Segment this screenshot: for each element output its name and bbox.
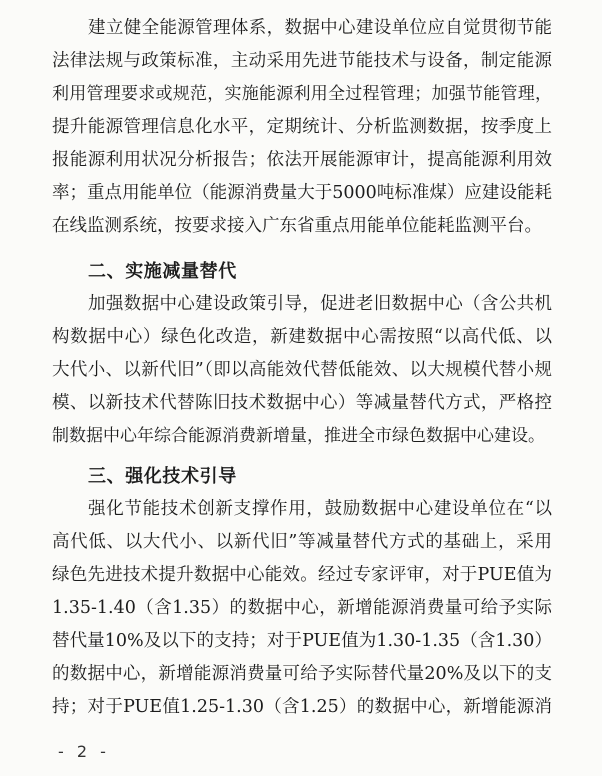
text-line: 强化节能技术创新支撑作用，鼓励数据中心建设单位在“以 bbox=[88, 499, 552, 519]
text-line: 的数据中心，新增能源消费量可给予实际替代量20%及以下的支 bbox=[52, 664, 552, 684]
text-line: 制数据中心年综合能源消费新增量，推进全市绿色数据中心建设。 bbox=[52, 426, 545, 446]
text-line: 替代量10%及以下的支持；对于PUE值为1.30-1.35（含1.30） bbox=[52, 631, 552, 651]
text-line: 提升能源管理信息化水平，定期统计、分析监测数据，按季度上 bbox=[52, 117, 552, 137]
text-line: 利用管理要求或规范，实施能源利用全过程管理；加强节能管理， bbox=[52, 84, 552, 104]
paragraph-reduction-replacement bbox=[52, 288, 552, 453]
text-line: 高代低、以大代小、以新代旧”等减量替代方式的基础上，采用 bbox=[52, 532, 552, 552]
paragraph-technical-guidance bbox=[52, 493, 552, 724]
text-line: 构数据中心）绿色化改造，新建数据中心需按照“以高代低、以 bbox=[52, 327, 552, 347]
section-heading-reduction-replacement: 二、实施减量替代 bbox=[88, 261, 237, 282]
text-line: 报能源利用状况分析报告；依法开展能源审计，提高能源利用效 bbox=[52, 150, 552, 170]
text-line: 建立健全能源管理体系，数据中心建设单位应自觉贯彻节能 bbox=[88, 18, 552, 38]
text-line: 率；重点用能单位（能源消费量大于5000吨标准煤）应建设能耗 bbox=[52, 183, 552, 203]
text-line: 持；对于PUE值1.25-1.30（含1.25）的数据中心，新增能源消 bbox=[52, 697, 552, 717]
text-line: 加强数据中心建设政策引导，促进老旧数据中心（含公共机 bbox=[88, 294, 552, 314]
paragraph-energy-management bbox=[52, 12, 552, 243]
section-heading-technical-guidance: 三、强化技术引导 bbox=[88, 466, 237, 487]
text-line: 绿色先进技术提升数据中心能效。经过专家评审，对于PUE值为 bbox=[52, 565, 552, 585]
text-line: 大代小、以新代旧”（即以高能效代替低能效、以大规模代替小规 bbox=[52, 360, 552, 380]
text-line: 模、以新技术代替陈旧技术数据中心）等减量替代方式，严格控 bbox=[52, 393, 552, 413]
text-line: 在线监测系统，按要求接入广东省重点用能单位能耗监测平台。 bbox=[52, 216, 542, 236]
page-number: - 2 - bbox=[58, 742, 110, 761]
text-line: 法律法规与政策标准，主动采用先进节能技术与设备，制定能源 bbox=[52, 51, 552, 71]
text-line: 1.35-1.40（含1.35）的数据中心，新增能源消费量可给予实际 bbox=[52, 598, 552, 618]
